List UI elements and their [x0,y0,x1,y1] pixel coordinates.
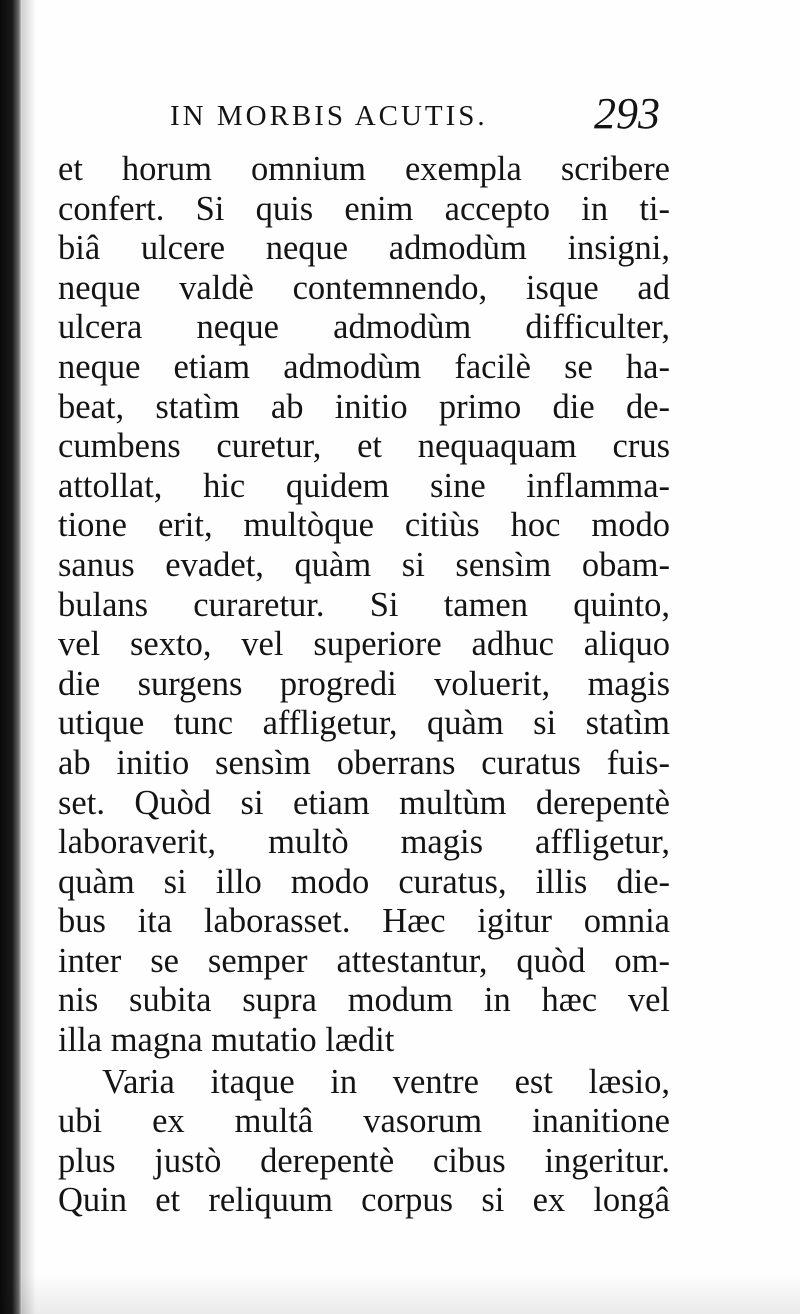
text-line: biâ ulcere neque admodùm insigni, [58,229,670,268]
text-line: vel sexto, vel superiore adhuc aliquo [58,625,670,664]
text-line: bus ita laborasset. Hæc igitur omnia [58,902,670,941]
text-line: plus justò derepentè cibus ingeritur. [58,1141,670,1180]
text-line: quàm si illo modo curatus, illis die- [58,862,670,901]
text-line: utique tunc affligetur, quàm si statìm [58,704,670,743]
text-line: ulcera neque admodùm difficulter, [58,308,670,347]
body-text [58,150,670,1221]
book-binding-edge [0,0,22,1314]
text-line: illa magna mutatio lædit [58,1021,395,1060]
text-line: inter se semper attestantur, quòd om- [58,941,670,980]
paragraph [58,1063,670,1221]
text-line: attollat, hic quidem sine inflamma- [58,466,670,505]
text-line: neque etiam admodùm facilè se ha- [58,347,670,386]
text-line: Varia itaque in ventre est læsio, [102,1062,670,1101]
text-line: ubi ex multâ vasorum inanitione [58,1102,670,1141]
text-line: nis subita supra modum in hæc vel [58,981,670,1020]
text-line: ab initio sensìm oberrans curatus fuis- [58,743,670,782]
text-line: set. Quòd si etiam multùm derepentè [58,783,670,822]
text-line: bulans curaretur. Si tamen quinto, [58,585,670,624]
page-header [170,88,690,136]
gutter-shadow [22,0,36,1314]
text-line: beat, statìm ab initio primo die de- [58,387,670,426]
text-line: et horum omnium exempla scribere [58,150,670,188]
text-line: die surgens progredi voluerit, magis [58,664,670,703]
text-line: Quin et reliquum corpus si ex longâ [58,1181,670,1220]
text-line: cumbens curetur, et nequaquam crus [58,427,670,466]
text-line: confert. Si quis enim accepto in ti- [58,189,670,228]
text-line: neque valdè contemnendo, isque ad [58,268,670,307]
text-line: laboraverit, multò magis affligetur, [58,823,670,862]
running-head: IN MORBIS ACUTIS. [170,100,488,132]
paragraph [58,150,670,1061]
text-line: sanus evadet, quàm si sensìm obam- [58,545,670,584]
page-bottom-shade [0,1274,800,1314]
text-line: tione erit, multòque citiùs hoc modo [58,506,670,545]
page-number: 293 [594,89,660,138]
